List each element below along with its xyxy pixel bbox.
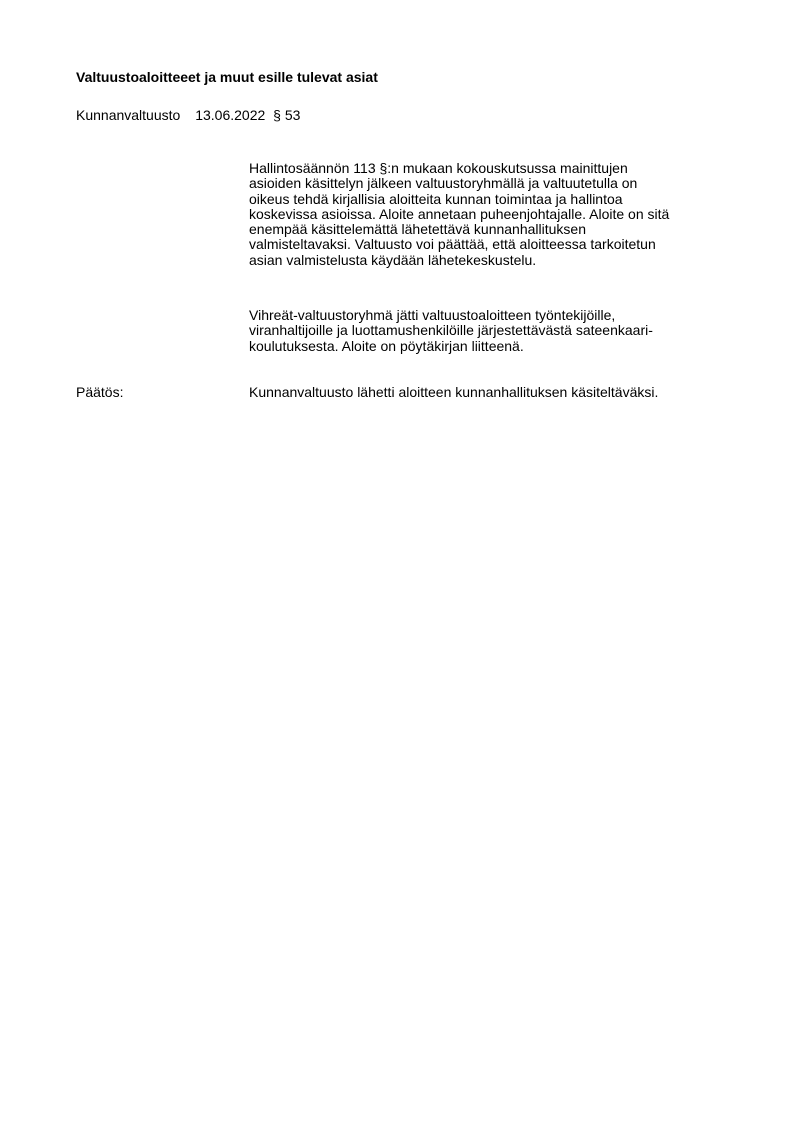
decision-label: Päätös: [76, 384, 124, 400]
paragraph-initiative [249, 308, 749, 354]
meeting-info [76, 106, 300, 124]
text-line: Vihreät-valtuustoryhmä jätti valtuustoaloitteen työntekijöille, [249, 307, 616, 323]
text-line: oikeus tehdä kirjallisia aloitteita kunnan toimintaa ja hallintoa [249, 190, 623, 207]
text-line: asioiden käsittelyn jälkeen valtuustoryhmällä ja valtuutetulla on [249, 175, 638, 192]
text-line: koulutuksesta. Aloite on pöytäkirjan liitteenä. [249, 337, 524, 354]
text-line: koskevissa asioissa. Aloite annetaan puheenjohtajalle. Aloite on sitä [249, 205, 670, 222]
meeting-section: § 53 [273, 107, 301, 123]
decision-text: Kunnanvaltuusto lähetti aloitteen kunnanhallituksen käsiteltäväksi. [249, 384, 659, 400]
paragraph-background [249, 161, 749, 268]
text-line: Hallintosäännön 113 §:n mukaan kokouskutsussa mainittujen [249, 160, 628, 176]
document-title: Valtuustoaloitteeet ja muut esille tulevat asiat [76, 69, 378, 85]
text-line: enempää käsittelemättä lähetettävä kunnanhallituksen [249, 221, 586, 238]
text-line: valmisteltavaksi. Valtuusto voi päättää, että aloitteessa tarkoitetun [249, 236, 656, 253]
meeting-date: 13.06.2022 [195, 107, 266, 123]
meeting-body: Kunnanvaltuusto [76, 107, 181, 123]
text-line: asian valmistelusta käydään lähetekeskustelu. [249, 251, 537, 268]
text-line: viranhaltijoille ja luottamushenkilöille järjestettävästä sateenkaari- [249, 322, 653, 339]
